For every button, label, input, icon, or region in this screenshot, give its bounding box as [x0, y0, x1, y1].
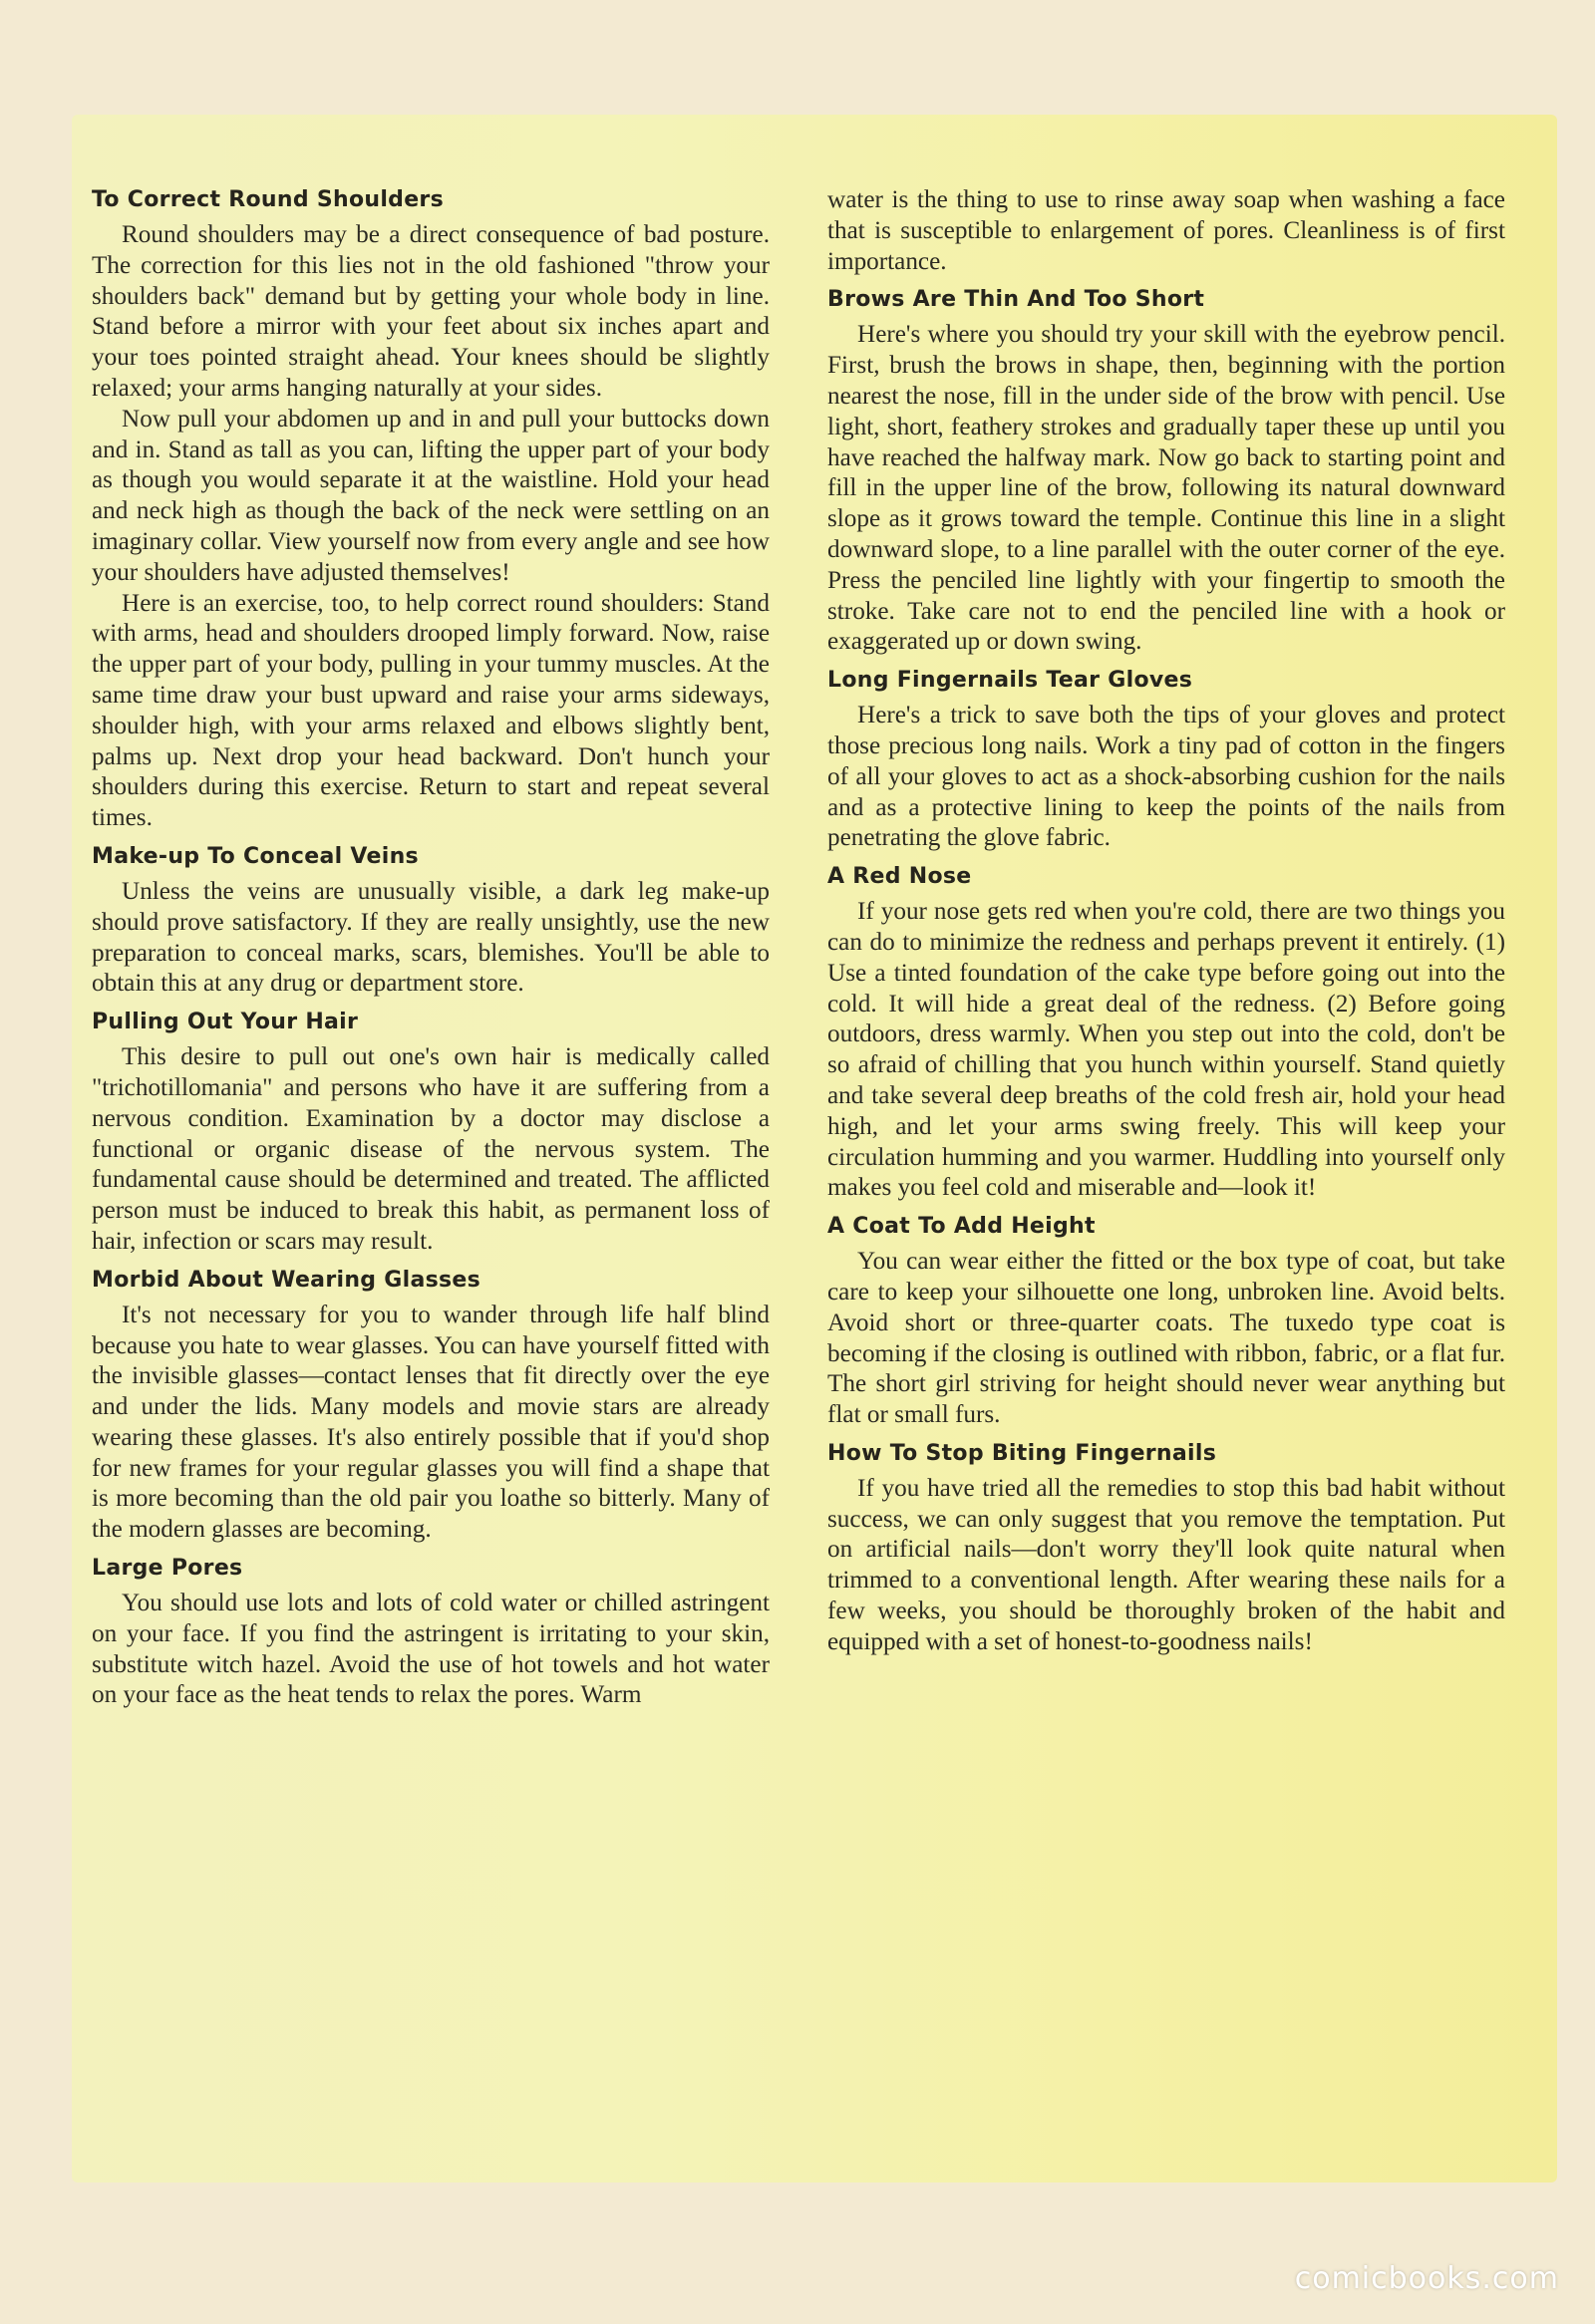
section-heading: Pulling Out Your Hair [92, 1010, 359, 1035]
article-section [827, 668, 1505, 854]
paragraph: If your nose gets red when you're cold, there are two things you can do to minimize the redness and perhaps prevent it entirely. (1) Use a tinted foundation of the cake type before going out into the cold. It will hide a great deal of the redness. (2) Before going outdoors, dress warmly. When you step out into the cold, don't be so afraid of chilling that you hunch within yourself. Stand quietly and take several deep breaths of the cold fresh air, hold your head high, and let your arms swing freely. This will keep your circulation humming and you warmer. Huddling into yourself only makes you feel cold and miserable and—look it! [827, 898, 1505, 1202]
article-section [827, 287, 1505, 658]
article-section [92, 1010, 770, 1258]
paragraph: It's not necessary for you to wander through life half blind because you hate to wear glasses. You can have yourself fitted with the invisible glasses—contact lenses that fit directly over the eye and under the lids. Many models and movie stars are already wearing these glasses. It's also entirely possible that if you'd shop for new frames for your regular glasses you will find a shape that is more becoming than the old pair you loathe so bitterly. Many of the modern glasses are becoming. [92, 1301, 770, 1544]
section-heading: Large Pores [92, 1556, 243, 1582]
article-section [92, 1556, 770, 1711]
site-watermark: comicbooks.com [1294, 2261, 1559, 2296]
section-heading: A Red Nose [827, 864, 972, 890]
article-section [827, 1441, 1505, 1658]
paragraph-continuation: water is the thing to use to rinse away soap when washing a face that is susceptible to enlargement of pores. Cleanliness is of first importance. [827, 186, 1505, 275]
section-heading: Brows Are Thin And Too Short [827, 287, 1205, 313]
article-section [827, 864, 1505, 1204]
section-heading: A Coat To Add Height [827, 1214, 1096, 1240]
article-section [92, 844, 770, 1000]
paragraph: If you have tried all the remedies to stop this bad habit without success, we can only suggest that you remove the temptation. Put on artificial nails—don't worry they'll look quite natural when trimmed to a conventional length. After wearing these nails for a few weeks, you should be thoroughly broken of the habit and equipped with a set of honest-to-goodness nails! [827, 1474, 1505, 1655]
article-section [827, 1214, 1505, 1431]
paragraph: Now pull your abdomen up and in and pull your buttocks down and in. Stand as tall as you can, lifting the upper part of your body as though you would separate it at the waistline. Hold your head and neck high as though the back of the neck were settling on an imaginary collar. View yourself now from every angle and see how your shoulders have adjusted themselves! [92, 405, 770, 586]
section-heading: To Correct Round Shoulders [92, 187, 444, 212]
paragraph: Here's where you should try your skill with the eyebrow pencil. First, brush the brows in shape, then, beginning with the portion nearest the nose, fill in the under side of the brow with pencil. Use light, short, feathery strokes and gradually taper these up until you have reached the halfway mark. Now go back to starting point and fill in the upper line of the brow, following its natural downward slope as it grows toward the temple. Continue this line in a slight downward slope, to a line parallel with the outer corner of the eye. Press the penciled line lightly with your fingertip to smooth the stroke. Take care not to end the penciled line with a hook or exaggerated up or down swing. [827, 321, 1505, 656]
article-section [92, 1268, 770, 1546]
paragraph: Here's a trick to save both the tips of your gloves and protect those precious long nails. Work a tiny pad of cotton in the fingers of all your gloves to act as a shock-absorbing cushion for the nails and as a protective lining to keep the points of the nails from penetrating the glove fabric. [827, 702, 1505, 852]
paragraph: Round shoulders may be a direct consequence of bad posture. The correction for this lies not in the old fashioned "throw your shoulders back" demand but by getting your whole body in line. Stand before a mirror with your feet about six inches apart and your toes pointed straight ahead. Your knees should be slightly relaxed; your arms hanging naturally at your sides. [92, 221, 770, 402]
paragraph: You can wear either the fitted or the box type of coat, but take care to keep your silhouette one long, unbroken line. Avoid belts. Avoid short or three-quarter coats. The tuxedo type coat is becoming if the closing is outlined with ribbon, fabric, or a flat fur. The short girl striving for height should never wear anything but flat or small furs. [827, 1248, 1505, 1429]
paragraph: This desire to pull out one's own hair is medically called "trichotillomania" and persons who have it are suffering from a nervous condition. Examination by a doctor may disclose a functional or organic disease of the nervous system. The fundamental cause should be determined and treated. The afflicted person must be induced to break this habit, as permanent loss of hair, infection or scars may result. [92, 1043, 770, 1255]
paragraph: Here is an exercise, too, to help correct round shoulders: Stand with arms, head and shoulders drooped limply forward. Now, raise the upper part of your body, pulling in your tummy muscles. At the same time draw your bust upward and raise your arms sideways, shoulder high, with your arms relaxed and elbows slightly bent, palms up. Next drop your head backward. Don't hunch your shoulders during this exercise. Return to start and repeat several times. [92, 589, 770, 832]
paragraph: Unless the veins are unusually visible, a dark leg make-up should prove satisfactory. If they are really unsightly, use the new preparation to conceal marks, scars, blemishes. You'll be able to obtain this at any drug or department store. [92, 877, 770, 998]
section-heading: Make-up To Conceal Veins [92, 843, 419, 869]
section-heading: How To Stop Biting Fingernails [827, 1440, 1217, 1466]
section-heading: Morbid About Wearing Glasses [92, 1267, 481, 1293]
paragraph: You should use lots and lots of cold water or chilled astringent on your face. If you find the astringent is irritating to your skin, substitute witch hazel. Avoid the use of hot towels and hot water on your face as the heat tends to relax the pores. Warm [92, 1590, 770, 1709]
right-column [827, 185, 1505, 1668]
article-section [92, 187, 770, 834]
continued-text [827, 185, 1505, 277]
section-heading: Long Fingernails Tear Gloves [827, 668, 1193, 694]
left-column [92, 187, 770, 1721]
